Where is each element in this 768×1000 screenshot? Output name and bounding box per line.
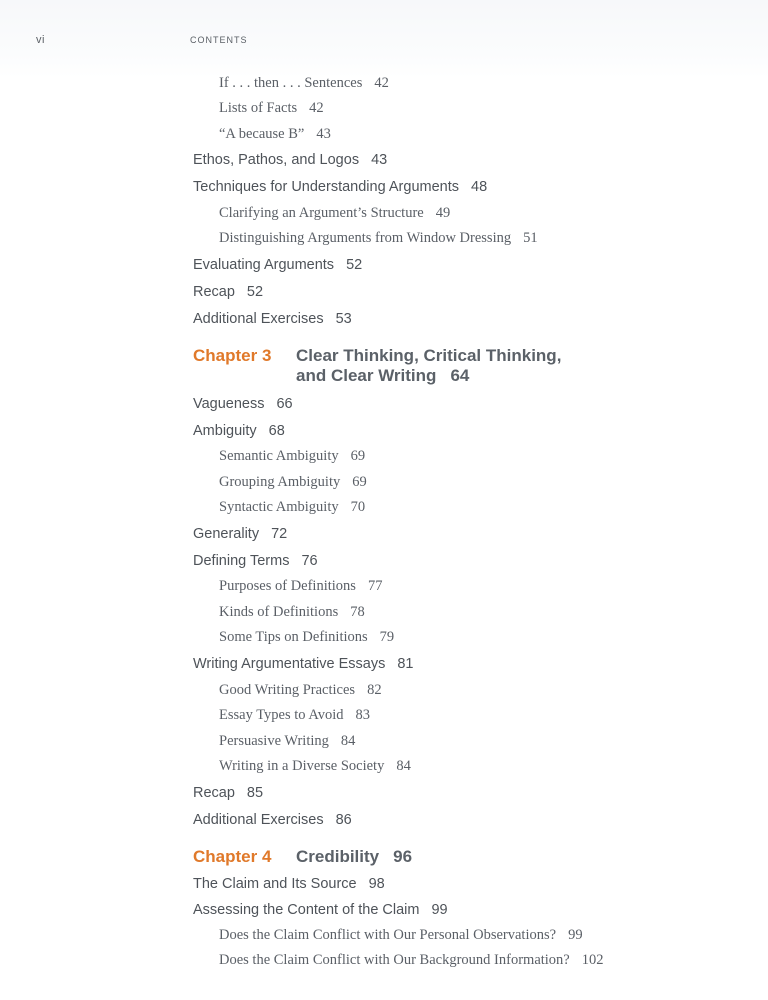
toc-entry[interactable]	[193, 554, 318, 569]
toc-entry-page: 42	[309, 100, 324, 116]
toc-entry-page: 99	[431, 902, 448, 918]
toc-entry-title: Kinds of Definitions	[219, 604, 339, 620]
toc-entry[interactable]	[219, 127, 331, 142]
toc-entry-page: 66	[276, 396, 293, 412]
toc-entry[interactable]	[219, 759, 411, 774]
toc-entry-title: Lists of Facts	[219, 100, 298, 116]
toc-entry-title: Does the Claim Conflict with Our Personal Observations?	[219, 927, 557, 943]
toc-entry-title: Essay Types to Avoid	[219, 707, 344, 723]
toc-entry-title: Defining Terms	[193, 553, 290, 569]
toc-entry-title: Persuasive Writing	[219, 733, 329, 749]
chapter-page: 96	[393, 847, 413, 866]
toc-entry[interactable]	[219, 708, 370, 723]
toc-entry[interactable]	[193, 153, 387, 168]
toc-entry[interactable]	[219, 76, 389, 91]
chapter-title-line1: Clear Thinking, Critical Thinking,	[296, 346, 562, 365]
toc-entry[interactable]	[193, 903, 448, 918]
running-head: CONTENTS	[190, 35, 248, 45]
toc-entry[interactable]	[193, 424, 285, 439]
toc-entry-page: 84	[340, 733, 356, 749]
toc-entry-page: 42	[374, 75, 389, 91]
toc-entry-page: 49	[435, 205, 451, 221]
toc-entry[interactable]	[193, 527, 287, 542]
toc-entry-page: 86	[335, 812, 352, 828]
toc-entry-page: 43	[371, 152, 388, 168]
toc-entry-title: Distinguishing Arguments from Window Dressing	[219, 230, 512, 246]
toc-entry[interactable]	[219, 449, 365, 464]
toc-entry-page: 82	[367, 682, 382, 698]
toc-entry-title: Evaluating Arguments	[193, 257, 335, 273]
toc-entry-page: 70	[350, 499, 366, 515]
chapter-label: Chapter 4	[193, 847, 272, 866]
toc-entry[interactable]	[193, 258, 362, 273]
toc-entry-page: 79	[379, 629, 395, 645]
toc-entry-title: Recap	[193, 284, 235, 300]
toc-entry-title: Vagueness	[193, 396, 265, 412]
toc-entry-page: 48	[471, 179, 488, 195]
page-number: vi	[36, 34, 45, 46]
toc-entry[interactable]	[219, 683, 382, 698]
toc-entry-title: Ambiguity	[193, 423, 257, 439]
toc-entry[interactable]	[193, 877, 385, 892]
toc-entry-page: 84	[396, 758, 411, 774]
toc-entry-title: Recap	[193, 785, 235, 801]
toc-entry-page: 78	[350, 604, 365, 620]
chapter-title-line2: and Clear Writing	[296, 366, 437, 385]
toc-entry-title: Assessing the Content of the Claim	[193, 902, 420, 918]
chapter-label: Chapter 3	[193, 346, 272, 365]
toc-entry-page: 52	[246, 284, 264, 300]
toc-entry[interactable]	[219, 101, 324, 116]
toc-entry-page: 83	[355, 707, 371, 723]
toc-entry-title: Does the Claim Conflict with Our Background Information?	[219, 952, 570, 968]
toc-entry-page: 51	[523, 230, 538, 246]
toc-entry[interactable]	[193, 285, 263, 300]
toc-entry-page: 76	[301, 553, 318, 569]
toc-entry-page: 69	[350, 448, 366, 464]
toc-entry-page: 81	[397, 656, 414, 672]
toc-entry-title: If . . . then . . . Sentences	[219, 75, 363, 91]
toc-entry-title: Writing Argumentative Essays	[193, 656, 386, 672]
toc-entry-page: 53	[335, 311, 352, 327]
toc-entry-title: The Claim and Its Source	[193, 876, 357, 892]
toc-entry[interactable]	[219, 206, 450, 221]
toc-entry[interactable]	[219, 231, 538, 246]
toc-entry-page: 77	[367, 578, 383, 594]
toc-entry-title: Ethos, Pathos, and Logos	[193, 152, 360, 168]
toc-entry[interactable]	[219, 953, 604, 968]
toc-entry-title: Clarifying an Argument’s Structure	[219, 205, 424, 221]
toc-entry-page: 99	[568, 927, 583, 943]
toc-entry[interactable]	[193, 657, 413, 672]
toc-entry[interactable]	[219, 579, 382, 594]
toc-entry-title: Syntactic Ambiguity	[219, 499, 339, 515]
chapter-page: 64	[450, 366, 470, 385]
toc-entry-title: Additional Exercises	[193, 812, 324, 828]
toc-entry-page: 102	[581, 952, 604, 968]
toc-entry-title: Semantic Ambiguity	[219, 448, 339, 464]
toc-entry-page: 43	[316, 126, 331, 142]
toc-entry[interactable]	[219, 500, 365, 515]
chapter-title	[296, 847, 412, 867]
toc-entry-title: Writing in a Diverse Society	[219, 758, 385, 774]
toc-entry-title: Purposes of Definitions	[219, 578, 356, 594]
toc-entry-title: Good Writing Practices	[219, 682, 356, 698]
toc-entry[interactable]	[193, 312, 352, 327]
toc-entry-page: 68	[268, 423, 285, 439]
toc-entry[interactable]	[193, 786, 263, 801]
toc-entry-page: 72	[271, 526, 288, 542]
toc-entry-page: 85	[246, 785, 264, 801]
chapter-title	[296, 346, 561, 386]
toc-entry[interactable]	[219, 734, 355, 749]
toc-entry-title: Grouping Ambiguity	[219, 474, 341, 490]
toc-entry-title: Additional Exercises	[193, 311, 324, 327]
toc-entry-title: Generality	[193, 526, 260, 542]
toc-entry[interactable]	[219, 605, 365, 620]
toc-entry[interactable]	[193, 180, 487, 195]
toc-entry-page: 69	[352, 474, 367, 490]
toc-entry-page: 98	[368, 876, 385, 892]
toc-entry-title: Some Tips on Definitions	[219, 629, 368, 645]
toc-entry-page: 52	[346, 257, 363, 273]
toc-entry[interactable]	[219, 630, 394, 645]
chapter-title-text: Credibility	[296, 847, 380, 866]
toc-entry[interactable]	[193, 813, 352, 828]
toc-entry-title: “A because B”	[219, 126, 305, 142]
toc-entry[interactable]	[193, 397, 293, 412]
toc-entry[interactable]	[219, 928, 583, 943]
toc-entry[interactable]	[219, 475, 367, 490]
toc-entry-title: Techniques for Understanding Arguments	[193, 179, 459, 195]
